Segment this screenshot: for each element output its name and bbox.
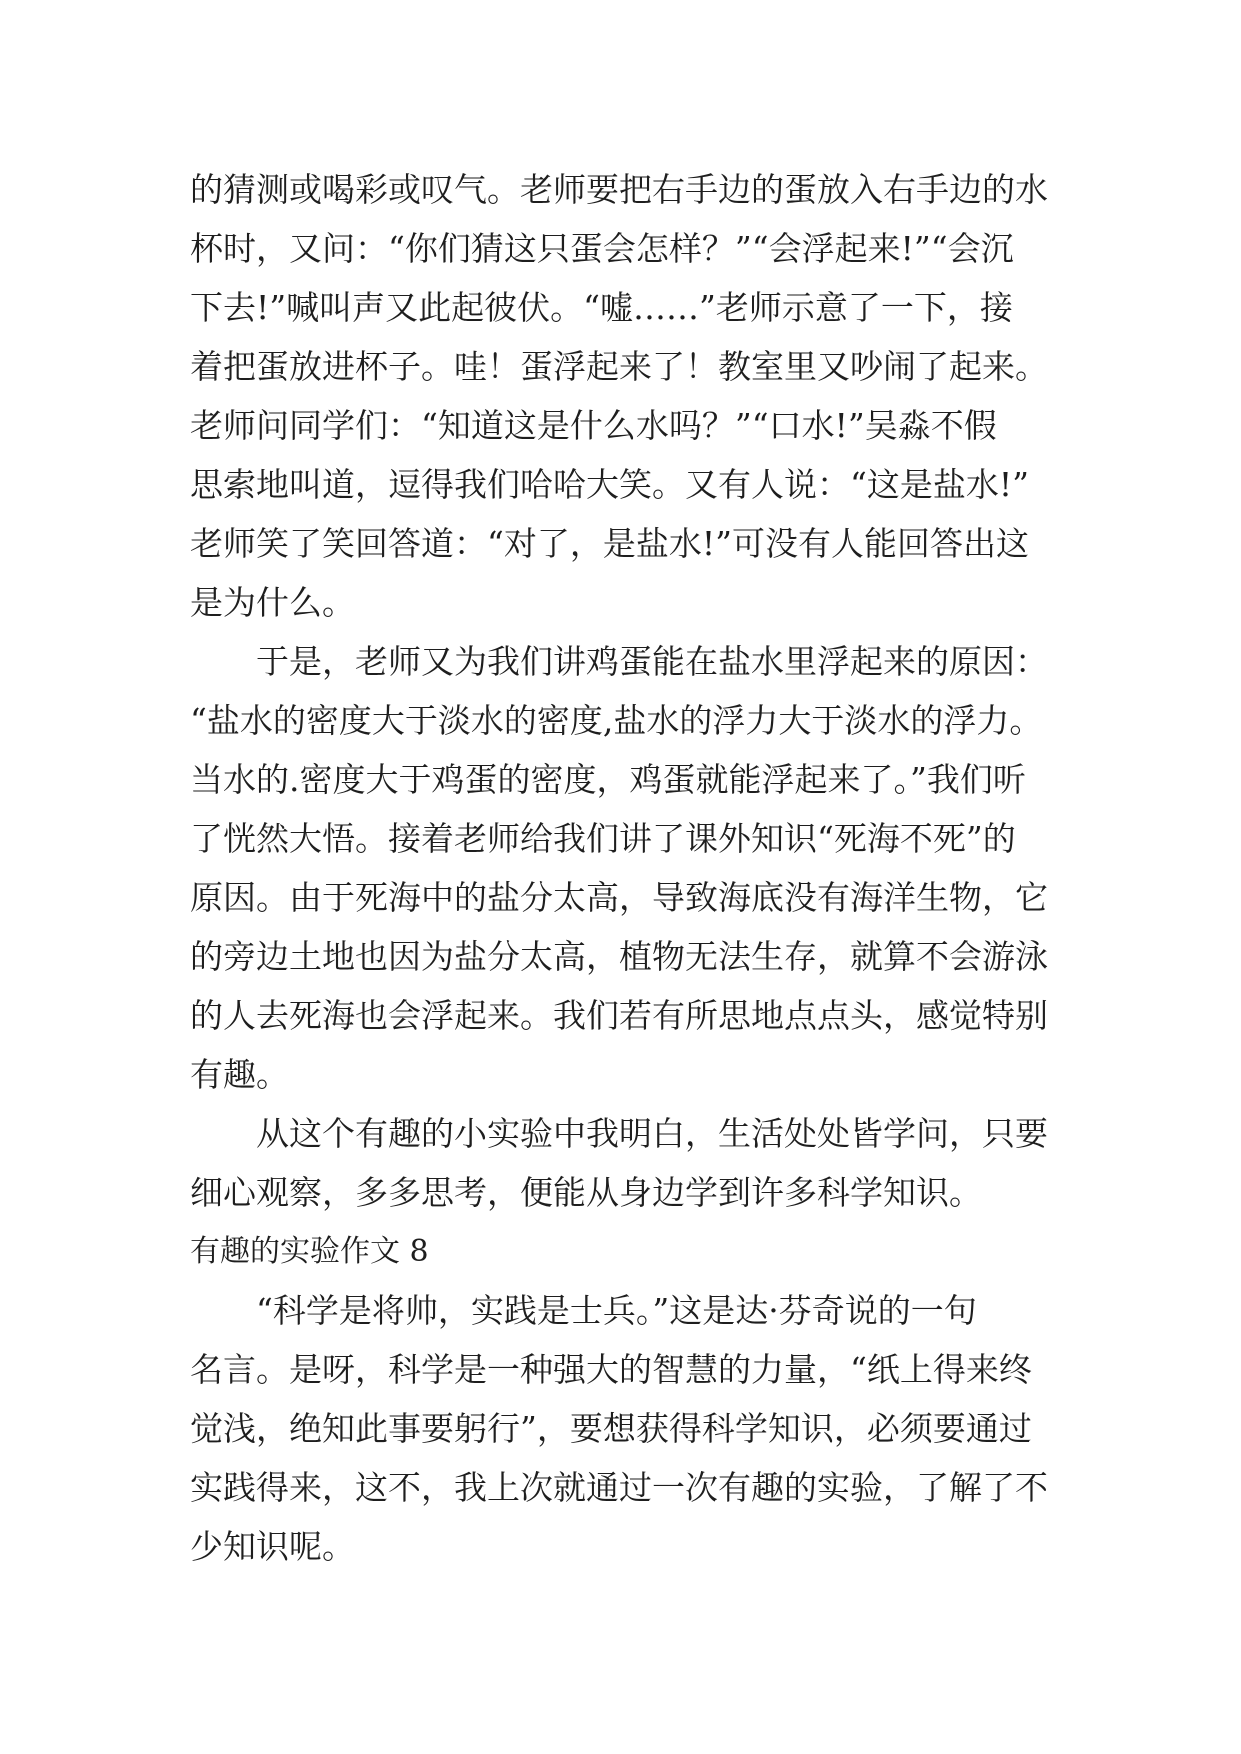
text-line: “盐水的密度大于淡水的密度,盐水的浮力大于淡水的浮力。 (190, 701, 1043, 740)
section-heading: 有趣的实验作文 8 (190, 1234, 429, 1269)
text-line: 的旁边土地也因为盐分太高，植物无法生存，就算不会游泳 (190, 937, 1048, 976)
text-line: 老师笑了笑回答道：“对了，是盐水!”可没有人能回答出这 (190, 524, 1030, 563)
text-line: 是为什么。 (190, 583, 355, 622)
text-line: 名言。是呀，科学是一种强大的智慧的力量，“纸上得来终 (190, 1350, 1032, 1389)
text-line: 的猜测或喝彩或叹气。老师要把右手边的蛋放入右手边的水 (190, 170, 1048, 209)
text-line: 原因。由于死海中的盐分太高，导致海底没有海洋生物，它 (190, 878, 1048, 917)
text-line: 的人去死海也会浮起来。我们若有所思地点点头，感觉特别 (190, 996, 1048, 1035)
text-line: 下去!”喊叫声又此起彼伏。“嘘……”老师示意了一下，接 (190, 288, 1013, 327)
text-line: 有趣。 (190, 1055, 289, 1094)
paragraph-start-line: “科学是将帅，实践是士兵。”这是达·芬奇说的一句 (256, 1291, 977, 1330)
text-line: 当水的.密度大于鸡蛋的密度，鸡蛋就能浮起来了。”我们听 (190, 760, 1026, 799)
text-line: 细心观察，多多思考，便能从身边学到许多科学知识。 (190, 1173, 982, 1212)
text-line: 着把蛋放进杯子。哇！蛋浮起来了！教室里又吵闹了起来。 (190, 347, 1048, 386)
text-line: 老师问同学们：“知道这是什么水吗？”“口水!”吴淼不假 (190, 406, 997, 445)
text-line: 少知识呢。 (190, 1527, 355, 1566)
paragraph-start-line: 从这个有趣的小实验中我明白，生活处处皆学问，只要 (256, 1114, 1048, 1153)
paragraph-start-line: 于是，老师又为我们讲鸡蛋能在盐水里浮起来的原因： (256, 642, 1048, 681)
text-line: 觉浅，绝知此事要躬行”，要想获得科学知识，必须要通过 (190, 1409, 1032, 1448)
text-line: 杯时，又问：“你们猜这只蛋会怎样？”“会浮起来!”“会沉 (190, 229, 1014, 268)
text-line: 实践得来，这不，我上次就通过一次有趣的实验，了解了不 (190, 1468, 1048, 1507)
text-line: 思索地叫道，逗得我们哈哈大笑。又有人说：“这是盐水!” (190, 465, 1030, 504)
text-line: 了恍然大悟。接着老师给我们讲了课外知识“死海不死”的 (190, 819, 1016, 858)
article-body (190, 160, 1060, 1576)
